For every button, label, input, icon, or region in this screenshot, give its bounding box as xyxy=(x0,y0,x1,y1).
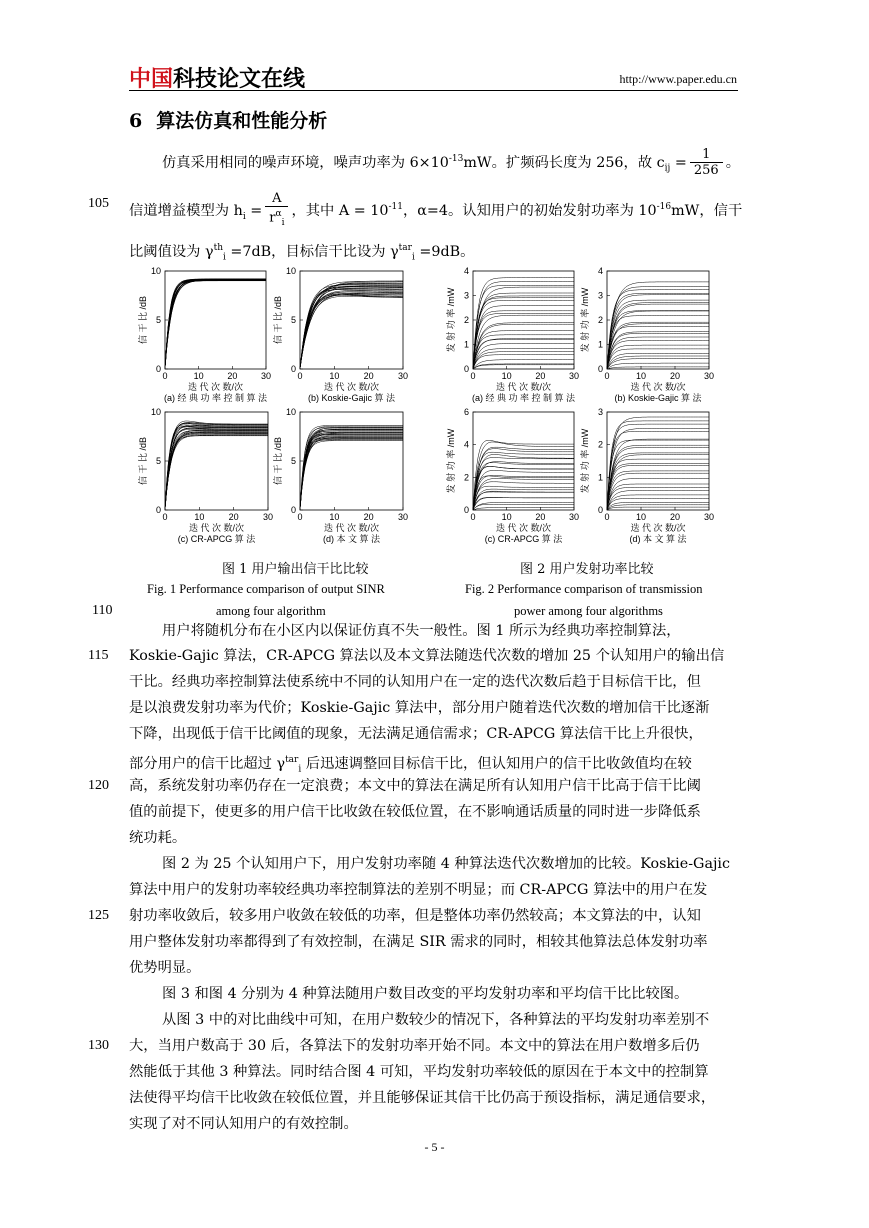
fig2d-series-line xyxy=(607,429,709,511)
line-number-125: 125 xyxy=(88,908,109,923)
fig1d-series-line xyxy=(300,428,403,510)
fig1d-series-line xyxy=(300,437,403,510)
fig2c-series-line xyxy=(473,440,574,510)
body-p1-line-9: 统功耗。 xyxy=(129,830,187,846)
fig2a-series-line xyxy=(473,287,574,369)
fig1d-xtick-label: 30 xyxy=(397,512,409,522)
fig1a-series-line xyxy=(165,281,266,370)
fig2c-xtick-label: 20 xyxy=(535,512,546,522)
fig1c-xtick-label: 20 xyxy=(228,512,239,522)
fig2d-ytick-label: 3 xyxy=(597,407,603,417)
fig1d-series-line xyxy=(300,438,403,510)
fig1c-series-line xyxy=(165,434,268,510)
fig2d-series-line xyxy=(607,507,709,510)
fig2a-series-line xyxy=(473,355,574,369)
fig2d-series-line xyxy=(607,464,709,511)
fig2c-ytick-label: 2 xyxy=(463,472,469,483)
fig2d-xtick-label: 30 xyxy=(703,512,715,522)
line-number-120: 120 xyxy=(88,778,109,793)
fig2c-caption: (c) CR-APCG 算 法 xyxy=(484,534,563,544)
fig1d-series-line xyxy=(300,433,403,510)
body-p1-line-3: 干比。经典功率控制算法使系统中不同的认知用户在一定的迭代次数后趋于目标信干比，但 xyxy=(129,674,701,690)
fig2a-xtick-label: 30 xyxy=(568,371,580,381)
fig1d-series-line xyxy=(300,438,403,510)
figures-1-and-2 xyxy=(0,255,869,555)
fig1d-series-line xyxy=(300,441,403,510)
body-p4-line-1: 从图 3 中的对比曲线中可知，在用户数较少的情况下，各种算法的平均发射功率差别不 xyxy=(162,1012,710,1028)
fig2d-xtick-label: 10 xyxy=(635,512,647,522)
fig1c-xlabel: 迭 代 次 数/次 xyxy=(188,523,245,533)
fig1d-caption: (d) 本 文 算 法 xyxy=(322,534,381,544)
fig2a-series-line xyxy=(473,296,574,369)
fig2b-series-line xyxy=(607,293,709,369)
fig2c-series-line xyxy=(473,452,574,510)
fig1b-xtick-label: 20 xyxy=(363,371,374,381)
fig2d-xlabel: 迭 代 次 数/次 xyxy=(630,523,686,533)
fig1a-series-line xyxy=(165,281,266,369)
fig1a-axes-box xyxy=(165,271,266,369)
fig1c-series-line xyxy=(165,433,268,510)
intro-line-2: 信道增益模型为 $h_i$ = $\frac{A}{r^\alpha_i}$ ，其中 $A = 10^{-11}$，α=4。认知用户的初始发射功率为 $10^{-16}mW$，信干 xyxy=(129,191,742,231)
fig1d-series-line xyxy=(300,440,403,510)
fig1b-axes-box xyxy=(300,271,403,369)
fig2d-series-line xyxy=(607,503,709,511)
body-p1-line-7: 高，系统发射功率仍存在一定浪费；本文中的算法在满足所有认知用户信干比高于信干比阈 xyxy=(129,778,701,794)
fig2c-series-line xyxy=(473,498,574,511)
fig2d-xtick-label: 0 xyxy=(604,512,610,522)
fig2b-xtick-label: 30 xyxy=(703,371,715,381)
fig2c-xtick-label: 30 xyxy=(568,512,580,522)
fig1b-series-line xyxy=(300,291,403,370)
fraction-A-over-r: $\frac{A}{r^\alpha_i}$ xyxy=(265,191,288,231)
fig1a-xtick-label: 0 xyxy=(162,371,168,381)
fig1c-caption: (c) CR-APCG 算 法 xyxy=(177,534,256,544)
fig2b-series-line xyxy=(607,311,709,370)
fig2b-ytick-label: 4 xyxy=(597,266,603,276)
fig1b-series-line xyxy=(300,287,403,369)
body-p1-line-2: Koskie-Gajic 算法，CR-APCG 算法以及本文算法随迭代次数的增加 25 个认知用户的输出信 xyxy=(129,648,725,664)
fig1d-xtick-label: 20 xyxy=(363,512,374,522)
fig1d-series-line xyxy=(300,436,403,510)
fig2b-series-line xyxy=(607,326,709,369)
fig2b-ytick-label: 0 xyxy=(597,364,603,374)
fig2a-xlabel: 迭 代 次 数/次 xyxy=(495,382,552,392)
fig2b-series-line xyxy=(607,322,709,369)
site-logo: 中国科技论文在线 xyxy=(129,67,306,92)
fig2d-ytick-label: 1 xyxy=(597,472,603,483)
fig2b-ytick-label: 3 xyxy=(597,290,603,301)
fig2a-ytick-label: 3 xyxy=(463,290,469,301)
fig2c-series-line xyxy=(473,504,574,510)
fig1-caption-en-1: Fig. 1 Performance comparison of output SINR xyxy=(147,582,385,596)
fig2c-ytick-label: 0 xyxy=(463,505,469,515)
fig2a-ytick-label: 4 xyxy=(463,266,469,276)
fig2c-xlabel: 迭 代 次 数/次 xyxy=(495,523,552,533)
body-p2-line-1: 图 2 为 25 个认知用户下，用户发射功率随 4 种算法迭代次数增加的比较。Koskie-Gajic xyxy=(162,856,730,872)
fig2d-series-line xyxy=(607,498,709,510)
fig1c-series-line xyxy=(165,429,268,510)
fig1a-series-line xyxy=(165,279,266,369)
fig2a-ytick-label: 1 xyxy=(463,339,469,350)
fig2c-series-line xyxy=(473,458,574,511)
fig1a-series-line xyxy=(165,279,266,369)
body-p1-line-4: 是以浪费发射功率为代价；Koskie-Gajic 算法中，部分用户随着迭代次数的增加信干比逐渐 xyxy=(129,700,710,716)
fig1d-xlabel: 迭 代 次 数/次 xyxy=(323,523,380,533)
fig1a-series-line xyxy=(165,279,266,369)
fig1c-series-line xyxy=(165,423,268,510)
fig2c-series-line xyxy=(473,503,574,510)
fig2c-series-line xyxy=(473,491,574,510)
fig2b-caption: (b) Koskie-Gajic 算 法 xyxy=(614,393,702,403)
fig2c-axes-box xyxy=(473,412,574,510)
fig1a-ytick-label: 5 xyxy=(155,315,161,325)
body-p4-line-4: 法使得平均信干比收敛在较低位置，并且能够保证其信干比仍高于预设指标，满足通信要求， xyxy=(129,1090,716,1106)
fig2b-xtick-label: 0 xyxy=(604,371,610,381)
body-p1-line-8: 值的前提下，使更多的用户信干比收敛在较低位置，在不影响通话质量的同时进一步降低系 xyxy=(129,804,701,820)
fig1a-series-line xyxy=(165,280,266,369)
fig1d-series-line xyxy=(300,434,403,510)
fig1b-caption: (b) Koskie-Gajic 算 法 xyxy=(307,393,396,403)
fig1c-series-line xyxy=(165,435,268,510)
fig2a-caption: (a) 经 典 功 率 控 制 算 法 xyxy=(471,393,576,403)
section-title: 算法仿真和性能分析 xyxy=(156,110,328,132)
fig2b-series-line xyxy=(607,340,709,369)
fig1c-series-line xyxy=(165,434,268,510)
fig1c-series-line xyxy=(165,430,268,510)
body-p4-line-2: 大，当用户数高于 30 后，各算法下的发射功率开始不同。本文中的算法在用户数增多后仍 xyxy=(129,1038,700,1054)
fig2c-series-line xyxy=(473,447,574,510)
fig2d-series-line xyxy=(607,453,709,510)
fig2a-xtick-label: 20 xyxy=(535,371,546,381)
body-p2-line-2: 算法中用户的发射功率较经典功率控制算法的差别不明显；而 CR-APCG 算法中的用户在发 xyxy=(129,882,708,898)
section-heading xyxy=(129,106,327,133)
fig1d-ytick-label: 0 xyxy=(290,505,296,515)
fig1d-axes-box xyxy=(300,412,403,510)
fig2-caption-en-1: Fig. 2 Performance comparison of transmission xyxy=(465,582,703,596)
fig2d-ytick-label: 2 xyxy=(597,439,603,450)
fig2a-series-line xyxy=(473,281,574,369)
fig2d-series-line xyxy=(607,478,709,510)
fig2b-ylabel: 发 射 功 率 /mW xyxy=(580,287,590,353)
fig1d-series-line xyxy=(300,438,403,510)
header-url[interactable]: http://www.paper.edu.cn xyxy=(619,72,737,86)
fig2b-series-line xyxy=(607,349,709,369)
fig1a-series-line xyxy=(165,279,266,369)
fig1b-xtick-label: 0 xyxy=(297,371,303,381)
fig2c-series-line xyxy=(473,475,574,510)
fig2b-series-line xyxy=(607,311,709,369)
fig1a-series-line xyxy=(165,279,266,369)
fig2c-series-line xyxy=(473,497,574,510)
fig1a-series-line xyxy=(165,280,266,369)
fig2b-xtick-label: 20 xyxy=(669,371,681,381)
line-number-115: 115 xyxy=(88,648,109,663)
fig2b-ytick-label: 1 xyxy=(597,339,603,350)
fig2d-series-line xyxy=(607,440,709,510)
fig2a-ytick-label: 2 xyxy=(463,315,469,325)
body-p4-line-5: 实现了对不同认知用户的有效控制。 xyxy=(129,1116,358,1132)
fig1a-ytick-label: 10 xyxy=(150,266,161,276)
intro-line-3: 比阈值设为 $\gamma^{th}_i =7dB$，目标信干比设为 $\gamma^{tar}_i =9dB$。 xyxy=(129,243,475,263)
fig1c-series-line xyxy=(165,432,268,510)
fig1d-series-line xyxy=(300,435,403,510)
fig1a-series-line xyxy=(165,279,266,369)
body-p1-line-6: 部分用户的信干比超过 $\gamma^{tar}_i$ 后迅速调整回目标信干比，但认知用户的信干比收敛值均在较 xyxy=(129,755,692,775)
fig2c-xtick-label: 0 xyxy=(470,512,476,522)
fig2d-caption: (d) 本 文 算 法 xyxy=(629,534,687,544)
fig1a-xtick-label: 10 xyxy=(193,371,204,381)
header-rule xyxy=(129,90,738,91)
fig1a-series-line xyxy=(165,279,266,369)
fig1c-series-line xyxy=(165,422,268,510)
fig1d-series-line xyxy=(300,436,403,511)
fig1b-ytick-label: 0 xyxy=(290,364,296,374)
fig1c-ytick-label: 0 xyxy=(155,505,161,515)
fig2b-series-line xyxy=(607,303,709,369)
body-p4-line-3: 然能低于其他 3 种算法。同时结合图 4 可知，平均发射功率较低的原因在于本文中的控制算 xyxy=(129,1064,709,1080)
fig2a-xtick-label: 10 xyxy=(501,371,512,381)
fig1c-series-line xyxy=(165,432,268,510)
fig1a-series-line xyxy=(165,280,266,369)
body-p2-line-3: 射功率收敛后，较多用户收敛在较低的功率，但是整体功率仍然较高；本文算法的中，认知 xyxy=(129,908,701,924)
fig1a-series-line xyxy=(165,280,266,370)
fig1c-series-line xyxy=(165,431,268,510)
fig2a-ylabel: 发 射 功 率 /mW xyxy=(446,287,456,353)
fig1a-series-line xyxy=(165,280,266,369)
fig2c-series-line xyxy=(473,466,574,510)
fig2a-ytick-label: 0 xyxy=(463,364,469,374)
fig1c-ytick-label: 5 xyxy=(155,456,161,466)
fig1c-xtick-label: 30 xyxy=(262,512,274,522)
body-p1-line-1: 用户将随机分布在小区内以保证仿真不失一般性。图 1 所示为经典功率控制算法， xyxy=(162,623,681,639)
fig1d-series-line xyxy=(300,433,403,510)
body-p3-line-1: 图 3 和图 4 分别为 4 种算法随用户数目改变的平均发射功率和平均信干比比较图。 xyxy=(162,986,689,1002)
fig1a-series-line xyxy=(165,281,266,369)
fig1a-series-line xyxy=(165,280,266,369)
fig2c-series-line xyxy=(473,476,574,510)
fig1a-xtick-label: 20 xyxy=(227,371,238,381)
fig1-caption-cn: 图 1 用户输出信干比比较 xyxy=(222,562,369,577)
fig2d-series-line xyxy=(607,455,709,510)
fig1d-xtick-label: 0 xyxy=(297,512,303,522)
fig1b-xlabel: 迭 代 次 数/次 xyxy=(323,382,380,392)
fig1d-series-line xyxy=(300,434,403,510)
fraction-1-over-256: $\frac{1}{256}$ xyxy=(690,147,723,178)
fig2a-xtick-label: 0 xyxy=(470,371,476,381)
fig1a-ylabel: 信 干 比 /dB xyxy=(138,295,148,345)
fig2d-xtick-label: 20 xyxy=(669,512,681,522)
body-p1-line-5: 下降，出现低于信干比阈值的现象，无法满足通信需求；CR-APCG 算法信干比上升很快， xyxy=(129,726,703,742)
line-number-105: 105 xyxy=(88,196,109,211)
fig1a-series-line xyxy=(165,281,266,369)
fig1b-series-line xyxy=(300,290,403,369)
fig2a-series-line xyxy=(473,365,574,369)
fig2b-ytick-label: 2 xyxy=(597,315,603,325)
fig1b-xtick-label: 10 xyxy=(329,371,340,381)
fig1a-series-line xyxy=(165,280,266,369)
fig1c-ytick-label: 10 xyxy=(150,407,161,417)
fig1a-series-line xyxy=(165,280,266,369)
fig1a-series-line xyxy=(165,280,266,369)
fig1c-xtick-label: 10 xyxy=(194,512,205,522)
fig1d-series-line xyxy=(300,439,403,510)
section-number: 6 xyxy=(129,110,143,132)
fig1a-xtick-label: 30 xyxy=(260,371,272,381)
fig1c-xtick-label: 0 xyxy=(162,512,168,522)
fig1c-series-line xyxy=(165,436,268,510)
fig1d-ytick-label: 5 xyxy=(290,456,296,466)
fig1a-caption: (a) 经 典 功 率 控 制 算 法 xyxy=(163,393,268,403)
fig1d-ylabel: 信 干 比 /dB xyxy=(273,436,283,486)
fig1-caption-en-2: among four algorithm xyxy=(216,604,326,618)
fig1a-series-line xyxy=(165,280,266,369)
fig2d-ytick-label: 0 xyxy=(597,505,603,515)
fig1b-ytick-label: 5 xyxy=(290,315,296,325)
fig2a-series-line xyxy=(473,323,574,369)
fig2c-series-line xyxy=(473,470,574,510)
fig1c-series-line xyxy=(165,435,268,510)
fig2a-series-line xyxy=(473,293,574,369)
fig1a-series-line xyxy=(165,280,266,369)
fig1b-xtick-label: 30 xyxy=(397,371,409,381)
fig2c-ytick-label: 4 xyxy=(463,439,469,450)
fig1a-series-line xyxy=(165,280,266,370)
fig2d-ylabel: 发 射 功 率 /mW xyxy=(580,428,590,494)
page-number: - 5 - xyxy=(424,1140,445,1154)
fig1a-series-line xyxy=(165,281,266,369)
fig2b-series-line xyxy=(607,363,709,369)
fig2c-ylabel: 发 射 功 率 /mW xyxy=(446,428,456,494)
fig2b-xlabel: 迭 代 次 数/次 xyxy=(630,382,686,392)
fig2-caption-en-2: power among four algorithms xyxy=(514,604,663,618)
fig1d-ytick-label: 10 xyxy=(285,407,296,417)
fig1b-ytick-label: 10 xyxy=(285,266,296,276)
line-number-110: 110 xyxy=(92,603,113,618)
fig2a-series-line xyxy=(473,315,574,369)
fig1a-series-line xyxy=(165,279,266,369)
fig2-caption-cn: 图 2 用户发射功率比较 xyxy=(520,562,654,577)
intro-line-1: 仿真采用相同的噪声环境，噪声功率为 $6\times 10^{-13}mW$。扩频码长度为 256，故 $c_{ij}$ = $\frac{1}{256}$ 。 xyxy=(162,147,740,179)
fig2c-xtick-label: 10 xyxy=(501,512,512,522)
line-number-130: 130 xyxy=(88,1038,109,1053)
fig1b-ylabel: 信 干 比 /dB xyxy=(273,295,283,345)
body-p2-line-4: 用户整体发射功率都得到了有效控制，在满足 SIR 需求的同时，相较其他算法总体发射功率 xyxy=(129,934,708,950)
fig2b-xtick-label: 10 xyxy=(635,371,647,381)
fig1a-ytick-label: 0 xyxy=(155,364,161,374)
fig2c-ytick-label: 6 xyxy=(463,407,469,417)
fig1d-xtick-label: 10 xyxy=(329,512,340,522)
fig2c-series-line xyxy=(473,466,574,510)
fig1a-xlabel: 迭 代 次 数/次 xyxy=(187,382,244,392)
fig2b-series-line xyxy=(607,353,709,369)
body-p2-line-5: 优势明显。 xyxy=(129,960,201,976)
fig1d-series-line xyxy=(300,431,403,510)
fig1c-ylabel: 信 干 比 /dB xyxy=(138,436,148,486)
fig1c-series-line xyxy=(165,430,268,510)
fig2a-series-line xyxy=(473,298,574,369)
fig2a-series-line xyxy=(473,324,574,369)
